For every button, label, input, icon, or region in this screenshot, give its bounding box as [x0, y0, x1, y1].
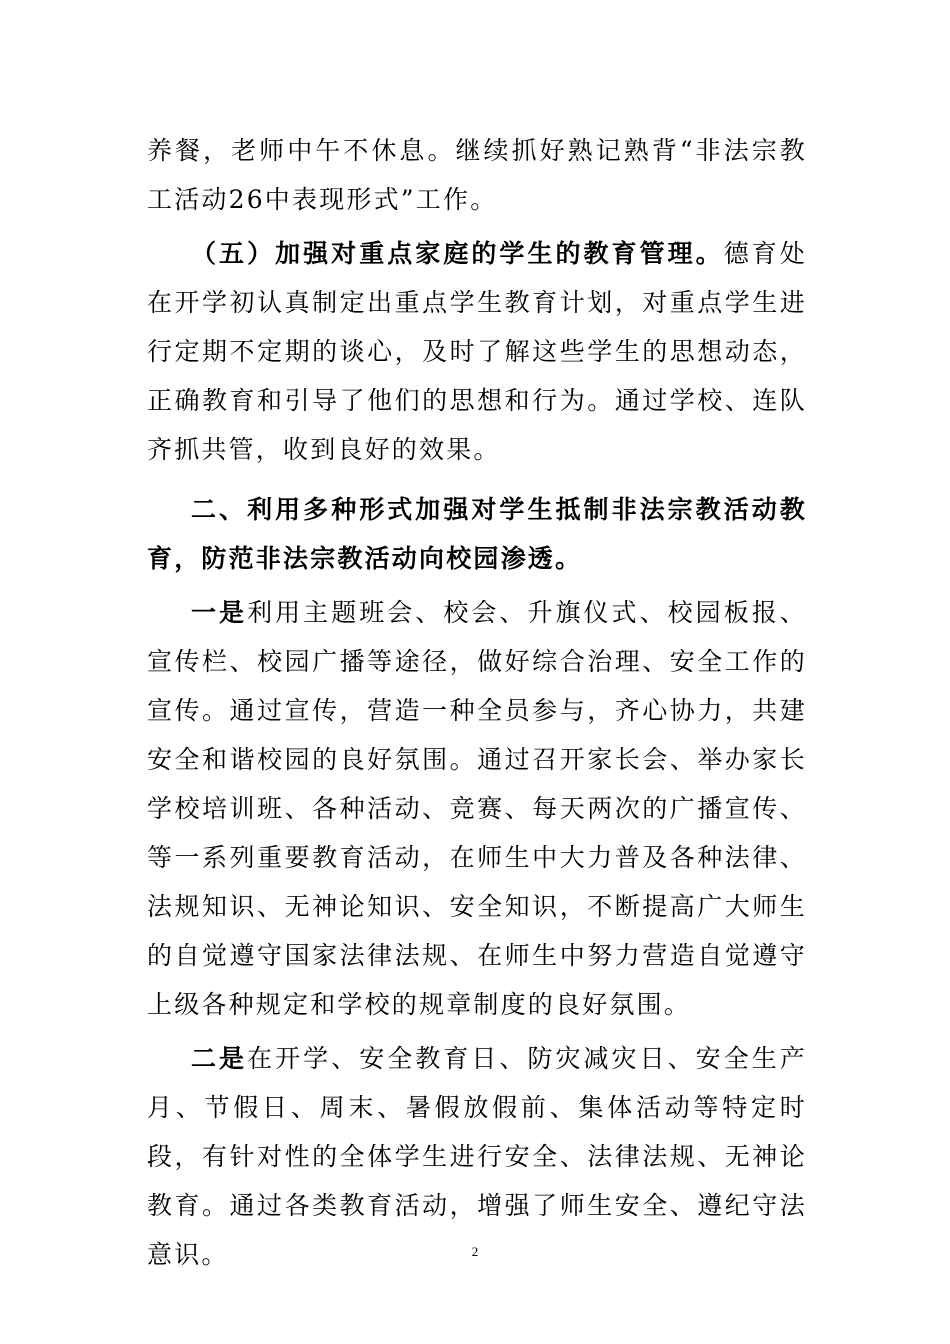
paragraph-lead: 一是 — [191, 598, 248, 627]
paragraph-section-five — [147, 229, 807, 474]
paragraph-text: 德育处在开学初认真制定出重点学生教育计划，对重点学生进行定期不定期的谈心，及时了解这些学生的思想动态，正确教育和引导了他们的思想和行为。通过学校、连队齐抓共管，收到良好的效果。 — [147, 239, 807, 464]
paragraph-lead: （五）加强对重点家庭的学生的教育管理。 — [191, 239, 724, 268]
section-heading-two: 二、利用多种形式加强对学生抵制非法宗教活动教育，防范非法宗教活动向校园渗透。 — [147, 495, 807, 573]
paragraph-text: 养餐，老师中午不休息。继续抓好熟记熟背“非法宗教工活动26中表现形式”工作。 — [147, 136, 807, 214]
page-number: 2 — [471, 1244, 479, 1259]
paragraph-lead: 二是 — [191, 1044, 248, 1073]
paragraph-continuation — [147, 126, 807, 224]
document-body — [147, 126, 807, 1279]
paragraph-point-two — [147, 1034, 807, 1279]
paragraph-text: 利用主题班会、校会、升旗仪式、校园板报、宣传栏、校园广播等途径，做好综合治理、安全工作的宣传。通过宣传，营造一种全员参与，齐心协力，共建安全和谐校园的良好氛围。通过召开家长会、举办家长学校培训班、各种活动、竞赛、每天两次的广播宣传、等一系列重要教育活动，在师生中大力普及各种法律、法规知识、无神论知识、安全知识，不断提高广大师生的自觉遵守国家法律法规、在师生中努力营造自觉遵守上级各种规定和学校的规章制度的良好氛围。 — [147, 598, 807, 1019]
paragraph-text: 在开学、安全教育日、防灾减灾日、安全生产月、节假日、周末、暑假放假前、集体活动等特定时段，有针对性的全体学生进行安全、法律法规、无神论教育。通过各类教育活动，增强了师生安全、遵纪守法意识。 — [147, 1044, 807, 1269]
paragraph-point-one — [147, 588, 807, 1029]
